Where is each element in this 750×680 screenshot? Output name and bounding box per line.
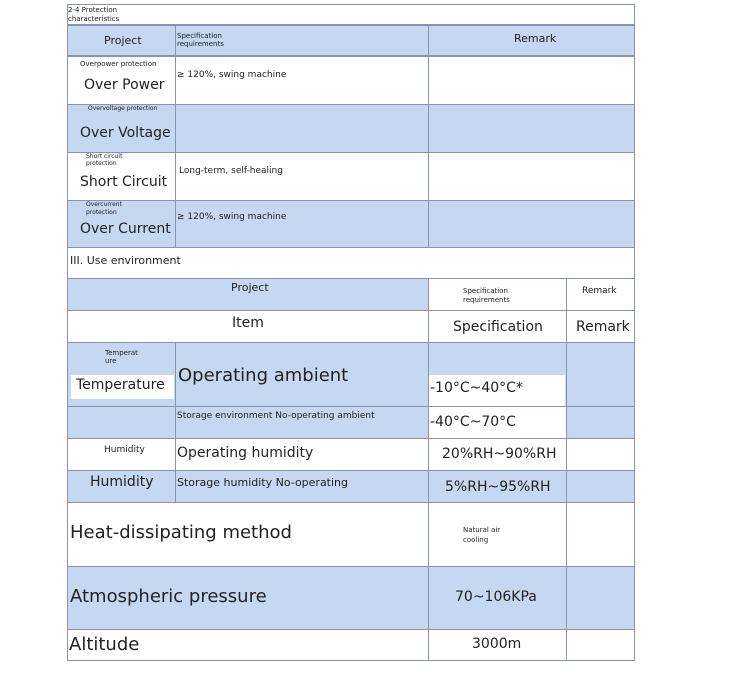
environment-title: III. Use environment bbox=[70, 254, 181, 267]
humidity-operating-value bbox=[428, 438, 567, 471]
temperature-storage-text: Storage environment No-operating ambient bbox=[177, 411, 375, 421]
row-over-current-spec bbox=[175, 200, 429, 248]
humidity-storage-label bbox=[175, 470, 429, 503]
item-header-label: Item bbox=[232, 315, 264, 331]
temperature-storage-value bbox=[428, 406, 567, 439]
env-header-spec bbox=[428, 278, 567, 311]
row-over-voltage-project bbox=[67, 104, 176, 153]
altitude-value: 3000m bbox=[472, 636, 522, 652]
spec-header-label: Specification bbox=[453, 319, 543, 335]
over-power-label: Over Power bbox=[84, 77, 165, 93]
header-spec-line1: Specification bbox=[177, 32, 222, 40]
humidity-operating-range: 20%RH~90%RH bbox=[442, 446, 557, 462]
over-voltage-label: Over Voltage bbox=[80, 125, 171, 141]
header-project-label: Project bbox=[104, 34, 142, 47]
temperature-storage-project bbox=[67, 406, 176, 439]
row-over-current-remark bbox=[428, 200, 635, 248]
header-spec-line2: requirements bbox=[177, 40, 224, 48]
humidity-storage-text: Storage humidity No-operating bbox=[177, 476, 349, 489]
over-current-small-line1: Overcurrent bbox=[86, 201, 122, 208]
env-header-remark bbox=[566, 278, 635, 311]
pressure-label: Atmospheric pressure bbox=[70, 586, 267, 607]
humidity-storage-project bbox=[67, 470, 176, 503]
temperature-storage-label bbox=[175, 406, 429, 439]
pressure-value-cell bbox=[428, 566, 567, 630]
altitude-label: Altitude bbox=[69, 634, 140, 655]
heat-value-line1: Natural air bbox=[463, 526, 501, 534]
row-over-power-spec bbox=[175, 56, 429, 105]
pressure-remark-cell bbox=[566, 566, 635, 630]
heat-label-cell bbox=[67, 502, 429, 567]
env-header-project-label: Project bbox=[231, 281, 269, 294]
over-current-spec: ≥ 120%, swing machine bbox=[177, 212, 287, 222]
env-header-remark-label: Remark bbox=[582, 286, 617, 296]
remark-header-label: Remark bbox=[576, 319, 630, 335]
humidity-operating-text: Operating humidity bbox=[177, 445, 314, 461]
row-over-power-remark bbox=[428, 56, 635, 105]
environment-section-title bbox=[67, 247, 635, 279]
env-spec-header bbox=[428, 310, 567, 343]
humidity-label: Humidity bbox=[90, 474, 154, 490]
env-remark-header bbox=[566, 310, 635, 343]
protection-title-line1: 2-4 Protection bbox=[68, 6, 118, 14]
row-short-circuit-spec bbox=[175, 152, 429, 201]
temperature-label: Temperature bbox=[76, 377, 165, 393]
heat-value-cell bbox=[428, 502, 567, 567]
short-circuit-small-line1: Short circuit bbox=[86, 153, 123, 160]
protection-header-spec bbox=[175, 25, 429, 56]
altitude-label-cell bbox=[67, 629, 429, 661]
over-current-small-line2: protection bbox=[86, 209, 117, 216]
over-power-spec: ≥ 120%, swing machine bbox=[177, 70, 287, 80]
env-header-spec-line1: Specification bbox=[463, 287, 508, 295]
temperature-storage-range: -40°C~70°C bbox=[430, 414, 516, 430]
heat-value-line2: cooling bbox=[463, 536, 489, 544]
altitude-value-cell bbox=[428, 629, 567, 661]
humidity-storage-value bbox=[428, 470, 567, 503]
row-over-voltage-spec bbox=[175, 104, 429, 153]
protection-section-title bbox=[67, 4, 635, 25]
temperature-storage-remark bbox=[566, 406, 635, 439]
altitude-remark-cell bbox=[566, 629, 635, 661]
heat-dissipating-label: Heat-dissipating method bbox=[70, 522, 292, 543]
temperature-operating-range: -10°C~40°C* bbox=[430, 380, 523, 396]
over-current-label: Over Current bbox=[80, 221, 171, 237]
pressure-label-cell bbox=[67, 566, 429, 630]
temperature-label-box bbox=[71, 375, 174, 399]
row-over-voltage-remark bbox=[428, 104, 635, 153]
temperature-operating-label bbox=[175, 342, 429, 407]
temperature-operating-value-box bbox=[429, 375, 565, 406]
env-header-project bbox=[67, 278, 429, 311]
humidity-operating-project bbox=[67, 438, 176, 471]
temperature-operating-text: Operating ambient bbox=[178, 365, 349, 386]
env-header-spec-line2: requirements bbox=[463, 296, 510, 304]
short-circuit-small-line2: protection bbox=[86, 160, 117, 167]
temperature-operating-remark bbox=[566, 342, 635, 407]
humidity-storage-range: 5%RH~95%RH bbox=[445, 479, 551, 495]
row-short-circuit-project bbox=[67, 152, 176, 201]
humidity-storage-remark bbox=[566, 470, 635, 503]
short-circuit-label: Short Circuit bbox=[80, 174, 168, 190]
heat-remark-cell bbox=[566, 502, 635, 567]
over-power-small-label: Overpower protection bbox=[80, 60, 157, 68]
row-short-circuit-remark bbox=[428, 152, 635, 201]
row-over-power-project bbox=[67, 56, 176, 105]
pressure-value: 70~106KPa bbox=[455, 589, 537, 605]
protection-title-line2: characteristics bbox=[68, 15, 120, 23]
temperature-small-line1: Temperat bbox=[105, 349, 138, 357]
protection-header-project bbox=[67, 25, 176, 56]
over-voltage-small-label: Overvoltage protection bbox=[88, 105, 158, 112]
header-remark-label: Remark bbox=[514, 32, 557, 45]
temperature-small-line2: ure bbox=[105, 357, 117, 365]
row-over-current-project bbox=[67, 200, 176, 248]
humidity-operating-label bbox=[175, 438, 429, 471]
short-circuit-spec: Long-term, self-healing bbox=[179, 166, 283, 176]
protection-header-remark bbox=[428, 25, 635, 56]
env-item-header bbox=[67, 310, 429, 343]
humidity-small-label: Humidity bbox=[104, 445, 145, 455]
humidity-operating-remark bbox=[566, 438, 635, 471]
